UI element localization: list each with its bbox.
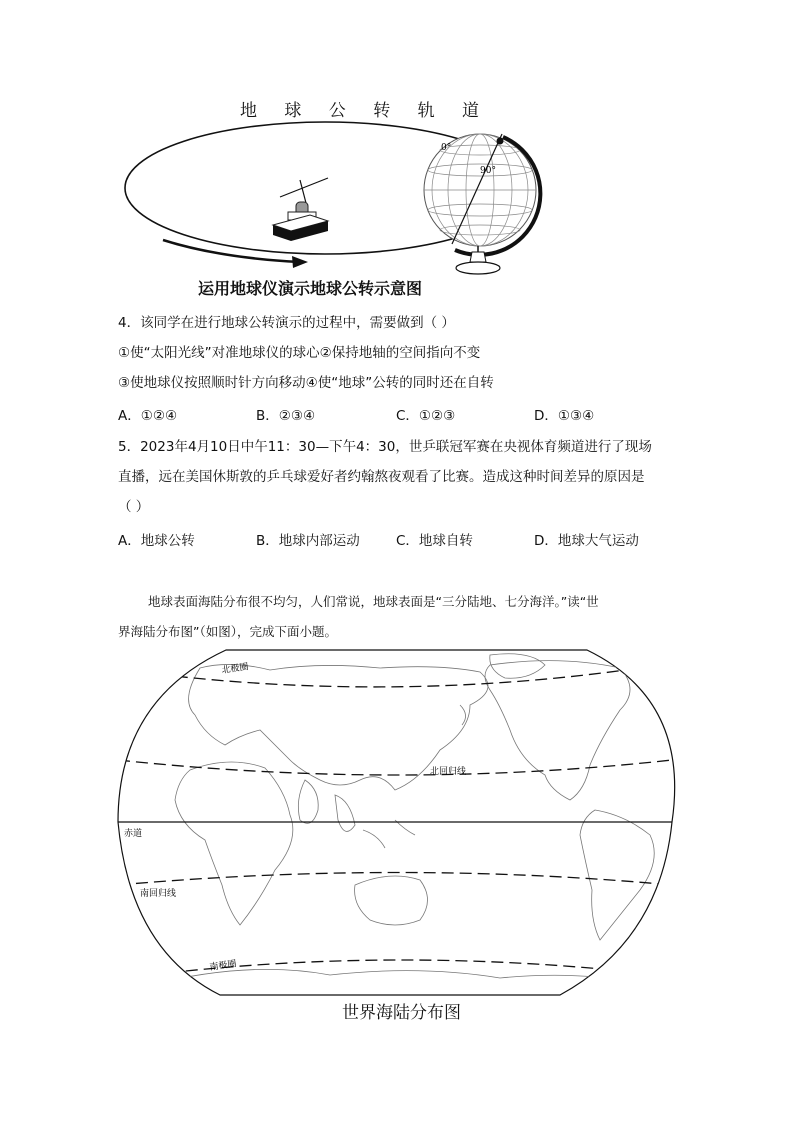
q4-line3: ③使地球仪按照顺时针方向移动④使“地球”公转的同时还在自转 bbox=[118, 375, 494, 391]
label-tropic-of-cancer: 北回归线 bbox=[430, 767, 467, 777]
q4-stem: 4．该同学在进行地球公转演示的过程中，需要做到（ ） bbox=[118, 315, 455, 331]
label-zero-degree: 0° bbox=[441, 143, 452, 153]
intro-line1: 地球表面海陆分布很不均匀，人们常说，地球表面是“三分陆地、七分海洋。”读“世 bbox=[148, 594, 599, 609]
q4-option-c[interactable]: C．①②③ bbox=[396, 408, 456, 424]
figure2-caption: 世界海陆分布图 bbox=[342, 1003, 461, 1023]
orbit-title: 地 球 公 转 轨 道 bbox=[240, 101, 491, 121]
q5-line1: 5．2023年4月10日中午11：30—下午4：30，世乒联冠军赛在央视体育频道进行了现场 bbox=[118, 439, 652, 455]
q4-line2: ①使“太阳光线”对准地球仪的球心②保持地轴的空间指向不变 bbox=[118, 345, 481, 361]
q5-option-c[interactable]: C．地球自转 bbox=[396, 533, 473, 549]
label-equator: 赤道 bbox=[124, 829, 143, 839]
intro-line2: 界海陆分布图”（如图），完成下面小题。 bbox=[118, 624, 337, 639]
q4-option-b[interactable]: B．②③④ bbox=[256, 408, 316, 424]
label-arctic-circle: 北极圈 bbox=[221, 662, 250, 676]
q4-option-d[interactable]: D．①③④ bbox=[534, 408, 595, 424]
q5-option-b[interactable]: B．地球内部运动 bbox=[256, 533, 360, 549]
q5-option-a[interactable]: A．地球公转 bbox=[118, 533, 195, 549]
q5-option-d[interactable]: D．地球大气运动 bbox=[534, 533, 639, 549]
q5-line2: 直播，远在美国休斯敦的乒乓球爱好者约翰熬夜观看了比赛。造成这种时间差异的原因是 bbox=[118, 469, 645, 485]
q5-line3: （ ） bbox=[118, 499, 150, 515]
label-tropic-of-capricorn: 南回归线 bbox=[140, 889, 177, 899]
q4-option-a[interactable]: A．①②④ bbox=[118, 408, 178, 424]
figure1-caption: 运用地球仪演示地球公转示意图 bbox=[198, 279, 423, 298]
label-ninety-degree: 90° bbox=[480, 166, 496, 176]
label-antarctic-circle: 南极圈 bbox=[209, 959, 238, 973]
